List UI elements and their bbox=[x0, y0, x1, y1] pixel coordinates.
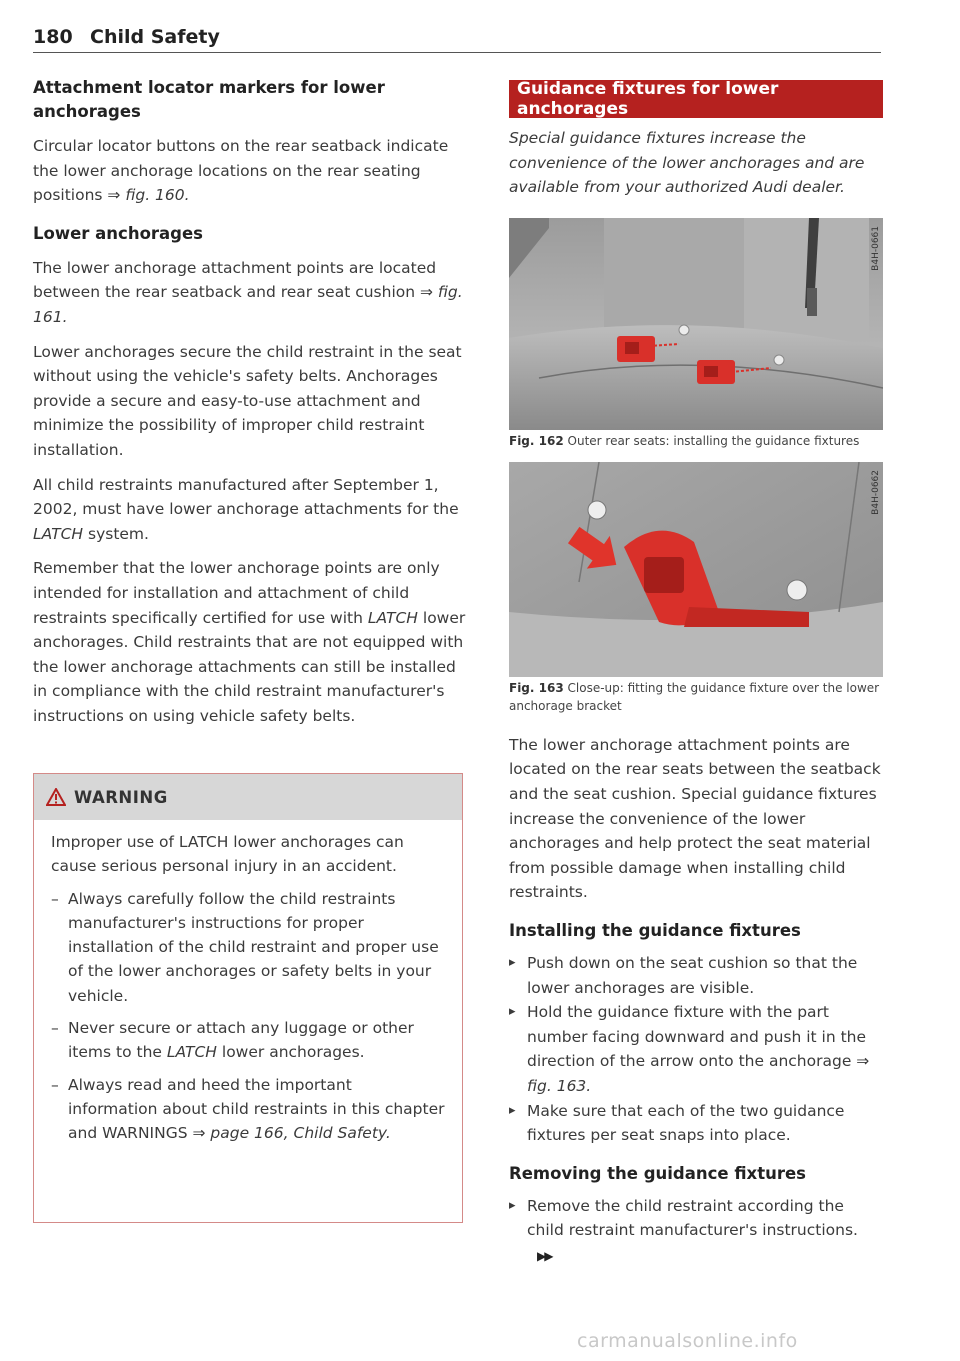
warning-header bbox=[34, 774, 462, 820]
latch-term: LATCH bbox=[166, 1043, 217, 1062]
page-header bbox=[33, 26, 881, 53]
lower-4-text-a: Remember that the lower anchorage points are only intended for installation and attachment of child restraints specifically certified for use with bbox=[33, 559, 440, 627]
warning-item-2-text-a: Never secure or attach any luggage or other items to the bbox=[68, 1019, 414, 1062]
lower-3-text-a: All child restraints manufactured after September 1, 2002, must have lower anchorage attachments for the bbox=[33, 475, 459, 519]
left-column bbox=[33, 76, 468, 728]
fig-163-link[interactable]: ⇒ fig. 163. bbox=[527, 1052, 870, 1095]
remove-step-text: Remove the child restraint according the child restraint manufacturer's instructions. bbox=[527, 1196, 858, 1240]
section-intro: Special guidance fixtures increase the convenience of the lower anchorages and are available from your authorized Audi dealer. bbox=[509, 129, 865, 197]
figure-code: B4H-0662 bbox=[871, 469, 881, 515]
figure-caption-text: Outer rear seats: installing the guidance fixtures bbox=[567, 433, 860, 448]
figure-label: Fig. 163 bbox=[509, 680, 564, 695]
warning-item-2-text-b: lower anchorages. bbox=[221, 1043, 365, 1062]
page-number: 180 bbox=[33, 26, 73, 48]
lower-3-text-b: system. bbox=[88, 524, 149, 543]
warning-item bbox=[51, 1073, 446, 1146]
paragraph-lower-2: Lower anchorages secure the child restraint in the seat without using the vehicle's safety belts. Anchorages provide a secure and easy-to-use attachment and minimize the possibility of improper child restraint installation. bbox=[33, 342, 462, 459]
paragraph-lower-3 bbox=[33, 473, 468, 547]
section-title: Child Safety bbox=[90, 26, 220, 48]
guidance-fixture-closeup-illustration bbox=[509, 462, 883, 677]
figure-label: Fig. 162 bbox=[509, 433, 564, 448]
page-166-link[interactable]: ⇒ page 166, Child Safety. bbox=[192, 1124, 391, 1143]
warning-intro: Improper use of LATCH lower anchorages can cause serious personal injury in an accident. bbox=[51, 833, 404, 876]
figure-caption bbox=[509, 430, 883, 454]
fig-161-link[interactable]: ⇒ fig. 161. bbox=[33, 283, 463, 326]
paragraph-guidance-body: The lower anchorage attachment points are located on the rear seats between the seatback and the seat cushion. Special guidance fixtures increase the convenience of the lower anchorages and help protect the seat material from possible damage when installing child restraints. bbox=[509, 735, 881, 902]
guidance-fixture-right bbox=[697, 360, 735, 384]
figure-162 bbox=[509, 218, 883, 454]
continue-arrow-icon: ▶▶ bbox=[537, 1248, 552, 1263]
paragraph-lower-4 bbox=[33, 556, 468, 728]
paragraph-lower-1 bbox=[33, 256, 468, 330]
fig-160-link[interactable]: ⇒ fig. 160. bbox=[107, 186, 190, 205]
latch-term: LATCH bbox=[367, 608, 418, 627]
lower-1-text: The lower anchorage attachment points are located between the rear seatback and rear seat cushion bbox=[33, 258, 437, 302]
lower-4-text-b: lower anchorages. Child restraints that are not equipped with the lower anchorage attachments can still be installed in compliance with the child restraint manufacturer's instructions on using vehicle safety belts. bbox=[33, 608, 466, 725]
figure-caption-text: Close-up: fitting the guidance fixture over the lower anchorage bracket bbox=[509, 680, 880, 713]
warning-triangle-icon bbox=[46, 788, 66, 806]
install-step-2-text: Hold the guidance fixture with the part number facing downward and push it in the direction of the arrow onto the anchorage bbox=[527, 1003, 867, 1071]
warning-title: WARNING bbox=[74, 787, 168, 807]
warning-body bbox=[34, 820, 462, 1146]
section-banner: Guidance fixtures for lower anchorages bbox=[509, 80, 883, 118]
figure-caption bbox=[509, 677, 883, 719]
rear-seat-guidance-illustration bbox=[509, 218, 883, 430]
latch-term: LATCH bbox=[33, 524, 84, 543]
install-step: ▸ Make sure that each of the two guidance fixtures per seat snaps into place. bbox=[509, 1099, 883, 1148]
heading-lower-anchorages: Lower anchorages bbox=[33, 223, 204, 243]
warning-box bbox=[33, 773, 463, 1223]
figure-163 bbox=[509, 462, 883, 719]
heading-removing: Removing the guidance fixtures bbox=[509, 1163, 806, 1183]
remove-step bbox=[509, 1194, 883, 1269]
figure-code: B4H-0661 bbox=[871, 225, 881, 271]
locator-text: Circular locator buttons on the rear seatback indicate the lower anchorage locations on the rear seating positions bbox=[33, 137, 449, 205]
paragraph-locator bbox=[33, 134, 468, 208]
install-step bbox=[509, 1000, 883, 1098]
watermark: carmanualsonline.info bbox=[577, 1330, 798, 1352]
heading-locator-markers: Attachment locator markers for lower anchorages bbox=[33, 78, 385, 121]
right-column bbox=[509, 80, 883, 1268]
warning-item: – Always carefully follow the child restraints manufacturer's instructions for proper installation of the child restraint and proper use of the lower anchorages or safety belts in your vehicle. bbox=[51, 887, 446, 1008]
warning-item-3-text: Always read and heed the important information about child restraints in this chapter and WARNINGS bbox=[68, 1075, 445, 1143]
warning-item bbox=[51, 1016, 446, 1065]
heading-installing: Installing the guidance fixtures bbox=[509, 920, 801, 940]
install-step: ▸ Push down on the seat cushion so that the lower anchorages are visible. bbox=[509, 951, 883, 1000]
guidance-fixture-left bbox=[617, 336, 655, 362]
